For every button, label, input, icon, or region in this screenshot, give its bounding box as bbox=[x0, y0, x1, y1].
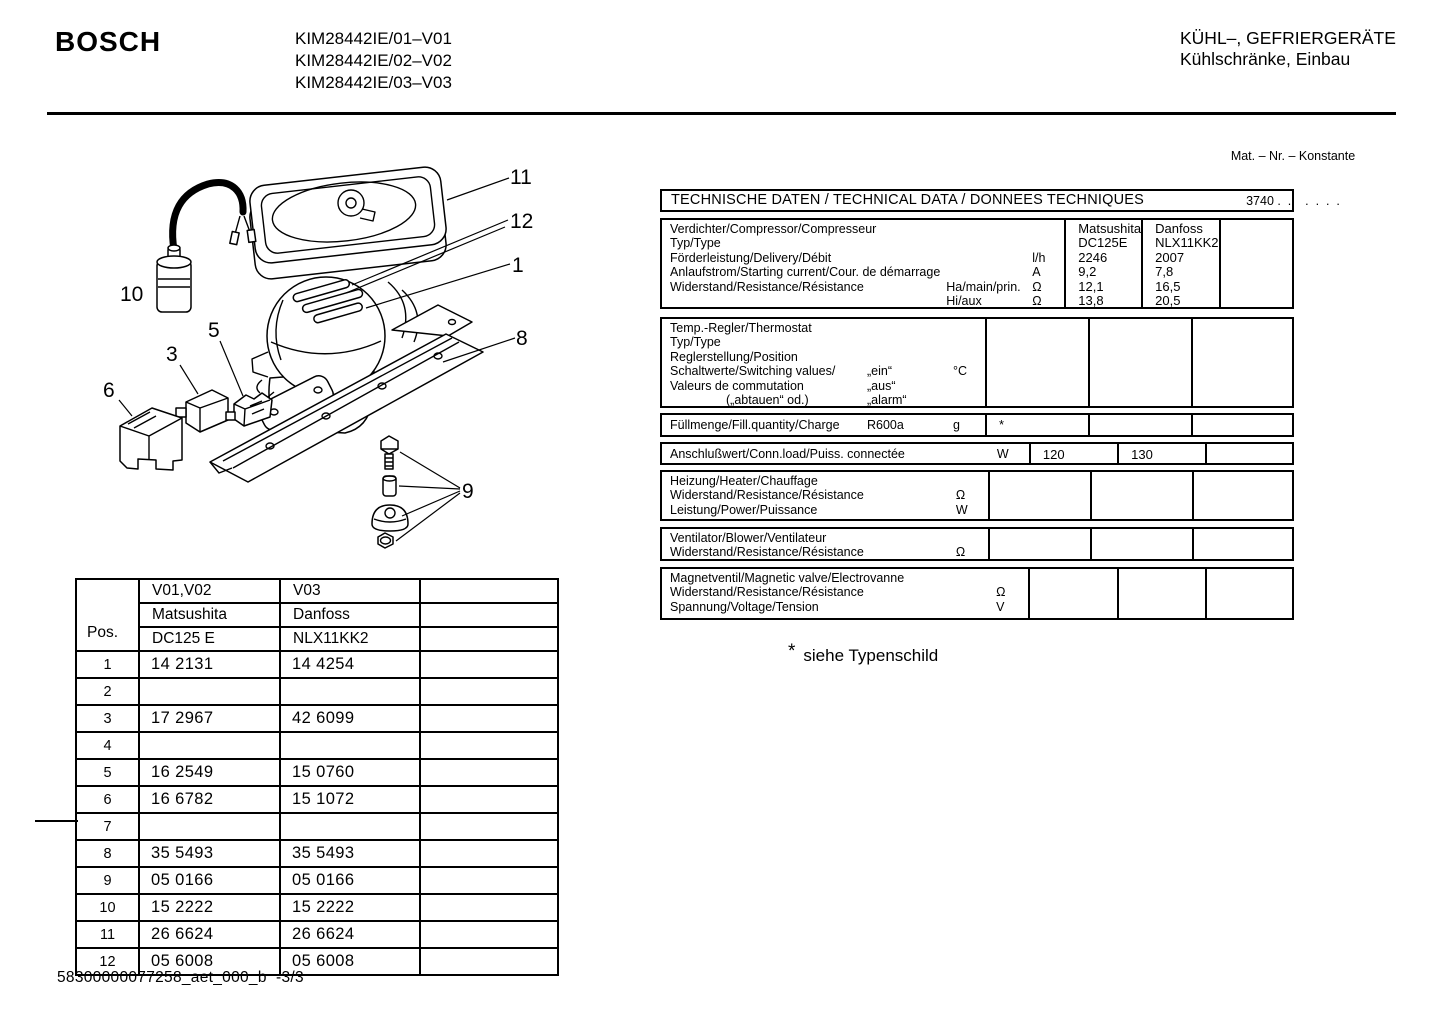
tech-label: Anlaufstrom/Starting current/Cour. de démarrage bbox=[670, 265, 941, 280]
bosch-logo: BOSCH bbox=[55, 26, 162, 57]
tech-label: Widerstand/Resistance/Résistance bbox=[670, 279, 864, 294]
model-header-nlx11kk2: NLX11KK2 bbox=[280, 627, 420, 651]
tech-block-connected-load: Anschlußwert/Conn.load/Puiss. connectée W 120 130 bbox=[660, 442, 1294, 465]
table-row: 2 bbox=[76, 678, 558, 705]
callout-number-11: 11 bbox=[510, 166, 532, 189]
tech-block-compressor: Verdichter/Compressor/Compresseur Typ/Type Förderleistung/Delivery/Débit l/h Anlaufstrom/Starting current/Cour. de démarrage A Widerstand/Resistance/Résistance Ha/main/prin. Ω Hi/aux Ω Matsushita DC125E 2246 9,2 12,1 13,8 Danfoss NLX11KK2 2007 7,8 16,5 20,5 bbox=[660, 218, 1294, 309]
tech-block-fill-quantity: Füllmenge/Fill.quantity/Charge R600a g * bbox=[660, 413, 1294, 437]
model-number-3: KIM28442IE/03–V03 bbox=[295, 73, 452, 92]
callout-number-1: 1 bbox=[512, 254, 524, 277]
tech-label: Typ/Type bbox=[670, 335, 721, 350]
tech-label: Typ/Type bbox=[670, 236, 721, 251]
footnote-text: siehe Typenschild bbox=[803, 646, 939, 665]
tech-block-thermostat: Temp.-Regler/Thermostat Typ/Type Reglerstellung/Position Schaltwerte/Switching values/ „ein“ °C Valeurs de commutation „aus“ („abtauen“ od.) „alarm“ bbox=[660, 317, 1294, 408]
tech-label: Schaltwerte/Switching values/ bbox=[670, 364, 836, 379]
variant-header-v01v02: V01,V02 bbox=[139, 579, 280, 603]
table-row: 4 bbox=[76, 732, 558, 759]
tech-unit bbox=[1032, 222, 1064, 236]
model-number-2: KIM28442IE/02–V02 bbox=[295, 51, 452, 70]
bolt-part bbox=[381, 436, 398, 469]
tech-label: Füllmenge/Fill.quantity/Charge bbox=[670, 418, 840, 432]
category-title bbox=[1180, 28, 1396, 70]
maker-header-danfoss: Danfoss bbox=[280, 603, 420, 627]
stray-scan-line bbox=[35, 820, 78, 822]
tech-block-blower: Ventilator/Blower/Ventilateur Widerstand/Resistance/Résistance Ω bbox=[660, 527, 1294, 561]
grommet-part bbox=[372, 505, 408, 531]
category-line-2: Kühlschränke, Einbau bbox=[1180, 49, 1351, 69]
table-row: 7 bbox=[76, 813, 558, 840]
parts-table bbox=[75, 578, 559, 976]
tech-label: Widerstand/Resistance/Résistance bbox=[670, 585, 864, 600]
tech-unit: Ω bbox=[1032, 294, 1042, 309]
tech-col-empty bbox=[1219, 220, 1292, 307]
table-row: 9 05 0166 05 0166 bbox=[76, 867, 558, 894]
tech-unit: l/h bbox=[1032, 250, 1046, 265]
model-number-1: KIM28442IE/01–V01 bbox=[295, 29, 452, 48]
tech-label: Ventilator/Blower/Ventilateur bbox=[670, 531, 827, 545]
tech-label: Heizung/Heater/Chauffage bbox=[670, 474, 818, 488]
asterisk: * bbox=[788, 641, 796, 662]
tech-label: Reglerstellung/Position bbox=[670, 349, 798, 364]
table-row: 6 16 6782 15 1072 bbox=[76, 786, 558, 813]
table-row: 5 16 2549 15 0760 bbox=[76, 759, 558, 786]
callout-number-8: 8 bbox=[516, 327, 528, 350]
tech-unit: Ω bbox=[1032, 279, 1042, 294]
spacer-part bbox=[383, 476, 396, 496]
footnote bbox=[788, 641, 938, 666]
technical-data-title: TECHNISCHE DATEN / TECHNICAL DATA / DONNEES TECHNIQUES bbox=[660, 189, 1294, 212]
table-row: 1 14 2131 14 4254 bbox=[76, 651, 558, 678]
pos-header-cell: Pos. bbox=[76, 579, 139, 651]
callout-number-12: 12 bbox=[510, 210, 534, 233]
material-number-value: 3740 . . . . . . bbox=[1246, 194, 1340, 208]
tech-block-magnetic-valve: Magnetventil/Magnetic valve/Electrovanne Widerstand/Resistance/Résistance Ω Spannung/Voltage/Tension V bbox=[660, 567, 1294, 620]
tech-unit bbox=[1032, 236, 1064, 250]
material-number-label: Mat. – Nr. – Konstante bbox=[1230, 149, 1356, 163]
table-row: 11 26 6624 26 6624 bbox=[76, 921, 558, 948]
callout-number-9: 9 bbox=[462, 480, 474, 503]
tech-label: Temp.-Regler/Thermostat bbox=[670, 321, 812, 335]
relay-part bbox=[176, 390, 228, 432]
table-row: 10 15 2222 15 2222 bbox=[76, 894, 558, 921]
callout-number-3: 3 bbox=[166, 343, 178, 366]
nut-part bbox=[378, 533, 393, 548]
tech-label: Magnetventil/Magnetic valve/Electrovanne bbox=[670, 571, 905, 585]
technical-data-table bbox=[660, 189, 1294, 625]
tech-label: Anschlußwert/Conn.load/Puiss. connectée bbox=[670, 447, 905, 461]
table-row: 12 05 6008 05 6008 bbox=[76, 948, 558, 975]
tech-label: Spannung/Voltage/Tension bbox=[670, 599, 819, 614]
model-header-dc125e: DC125 E bbox=[139, 627, 280, 651]
tech-label: Verdichter/Compressor/Compresseur bbox=[670, 222, 877, 236]
tech-label: Förderleistung/Delivery/Débit bbox=[670, 250, 832, 265]
tech-label: Widerstand/Resistance/Résistance bbox=[670, 545, 864, 560]
tech-label: Valeurs de commutation bbox=[670, 378, 804, 393]
tech-label: Widerstand/Resistance/Résistance bbox=[670, 488, 864, 503]
callout-number-10: 10 bbox=[120, 283, 144, 306]
blank-header-cell bbox=[420, 579, 558, 603]
table-row: 3 17 2967 42 6099 bbox=[76, 705, 558, 732]
capacitor-part bbox=[157, 183, 256, 312]
tech-block-heater: Heizung/Heater/Chauffage Widerstand/Resistance/Résistance Ω Leistung/Power/Puissance W bbox=[660, 470, 1294, 521]
cover-part bbox=[120, 408, 182, 470]
document-number: 58300000077258_aet_000_b -3/3 bbox=[57, 969, 304, 986]
tech-col-matsushita: Matsushita DC125E 2246 9,2 12,1 13,8 bbox=[1064, 220, 1141, 307]
tech-label: Leistung/Power/Puissance bbox=[670, 502, 818, 517]
category-line-1: KÜHL–, GEFRIERGERÄTE bbox=[1180, 28, 1396, 48]
table-row: 8 35 5493 35 5493 bbox=[76, 840, 558, 867]
exploded-view-diagram bbox=[0, 0, 600, 590]
maker-header-matsushita: Matsushita bbox=[139, 603, 280, 627]
tech-unit: A bbox=[1032, 265, 1041, 280]
callout-number-5: 5 bbox=[208, 319, 220, 342]
variant-header-v03: V03 bbox=[280, 579, 420, 603]
tech-col-danfoss: Danfoss NLX11KK2 2007 7,8 16,5 20,5 bbox=[1141, 220, 1218, 307]
callout-number-6: 6 bbox=[103, 379, 115, 402]
tech-label: („abtauen“ od.) bbox=[726, 393, 809, 408]
tech-label bbox=[670, 294, 940, 308]
